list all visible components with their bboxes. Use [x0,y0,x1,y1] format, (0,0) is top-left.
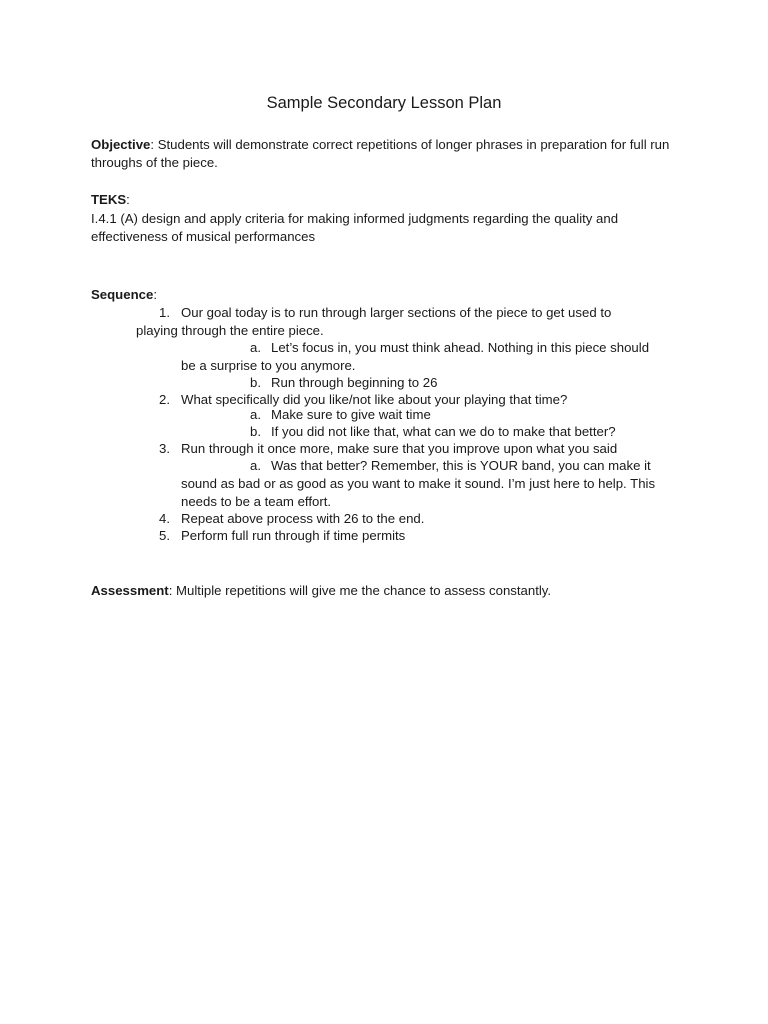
list-item-marker: 4. [159,511,170,526]
sublist-item-marker: b. [250,375,261,390]
list-item-text: What specifically did you like/not like about your playing that time? [181,392,568,407]
sequence-heading [91,286,157,304]
list-item-marker: 2. [159,392,170,407]
sublist-item-marker: b. [250,424,261,439]
sublist-item-text: Was that better? Remember, this is YOUR band, you can make it [271,458,651,473]
sublist-item-text: Let’s focus in, you must think ahead. Nothing in this piece should [271,340,650,355]
teks-heading [91,191,691,209]
page-title: Sample Secondary Lesson Plan [266,94,502,112]
sublist-item-text: If you did not like that, what can we do to make that better? [271,424,616,439]
list-item-text-cont: playing through the entire piece. [136,323,324,338]
sublist-item-text: Make sure to give wait time [271,407,431,422]
list-item-text: Perform full run through if time permits [181,528,406,543]
teks-text: I.4.1 (A) design and apply criteria for making informed judgments regarding the quality and effectiveness of musical performances [91,211,619,244]
sublist-item-text: Run through beginning to 26 [271,375,438,390]
assessment-text: : Multiple repetitions will give me the chance to assess constantly. [168,583,552,598]
assessment-paragraph [91,582,551,600]
objective-text: : Students will demonstrate correct repetitions of longer phrases in preparation for full run throughs of the piece. [91,137,670,170]
sublist-item-text-cont: sound as bad or as good as you want to make it sound. I’m just here to help. This [181,476,656,491]
list-item-text: Repeat above process with 26 to the end. [181,511,425,526]
list-item-text: Our goal today is to run through larger sections of the piece to get used to [181,305,612,320]
sublist-item-marker: a. [250,458,261,473]
teks-label: TEKS [91,192,127,207]
objective-label: Objective [91,137,151,152]
list-item-marker: 1. [159,305,170,320]
objective-paragraph [91,136,691,172]
sublist-item-text-cont: needs to be a team effort. [181,494,332,509]
list-item-text: Run through it once more, make sure that you improve upon what you said [181,441,618,456]
teks-colon: : [126,192,130,207]
sequence-colon: : [153,287,157,302]
sublist-item-marker: a. [250,407,261,422]
sublist-item-marker: a. [250,340,261,355]
sublist-item-text-cont: be a surprise to you anymore. [181,358,356,373]
list-item-marker: 5. [159,528,170,543]
sequence-label: Sequence [91,287,154,302]
list-item-marker: 3. [159,441,170,456]
assessment-label: Assessment [91,583,169,598]
